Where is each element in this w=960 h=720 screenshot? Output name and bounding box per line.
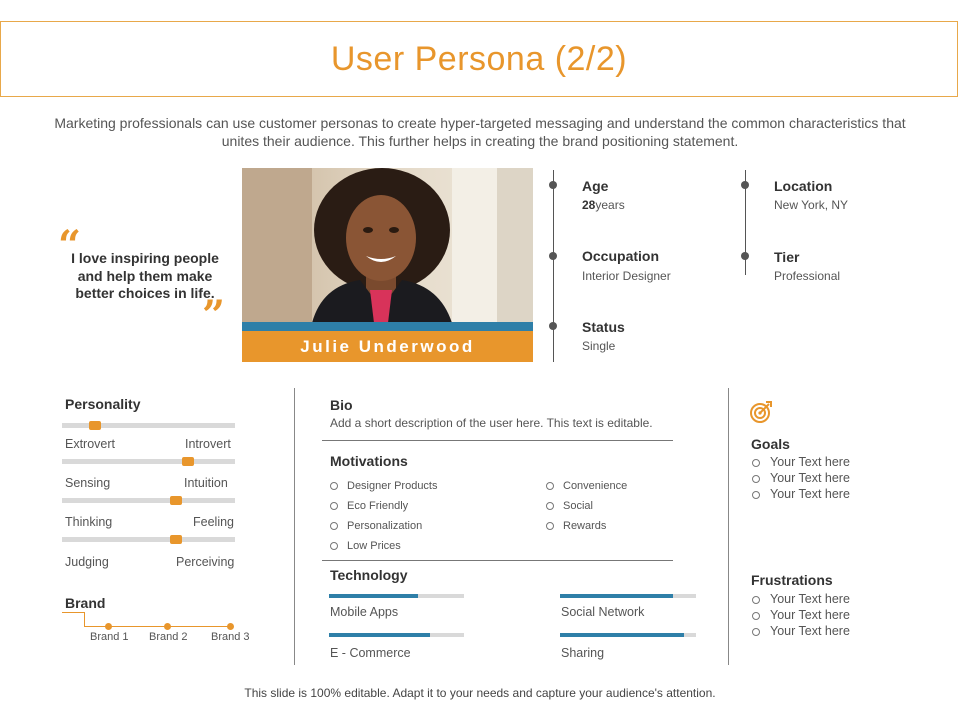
motivation-item: Convenience [546,480,627,492]
trait-slider-knob[interactable] [170,535,182,544]
tech-level-bar [329,633,430,637]
timeline-dot [549,181,557,189]
timeline-dot [741,252,749,260]
timeline-line-1 [553,170,554,362]
bio-text: Add a short description of the user here. This text is editable. [330,416,653,430]
timeline-dot [549,252,557,260]
tech-track [560,594,696,598]
age-value: 28years [582,198,625,212]
goal-item: Your Text here [752,455,850,469]
motivation-item: Rewards [546,520,606,532]
quote-close-icon: ” [202,292,226,339]
location-label: Location [774,178,833,194]
occupation-value: Interior Designer [582,269,671,283]
tech-label: Mobile Apps [330,605,399,619]
tech-level-bar [329,594,418,598]
brand-node [105,623,112,630]
technology-label: Technology [330,567,408,583]
motivations-label: Motivations [330,453,408,469]
trait-right-label: Intuition [184,476,228,490]
bio-label: Bio [330,397,353,413]
brand-underline [62,612,84,613]
brand-item: Brand 1 [90,631,129,643]
tech-track [560,633,696,637]
page-title: User Persona (2/2) [330,39,628,78]
quote-open-icon: “ [58,222,82,269]
trait-track [62,537,235,542]
column-divider [294,388,295,665]
trait-left-label: Thinking [65,515,113,529]
section-divider [322,560,673,561]
tech-label: Social Network [561,605,645,619]
tier-value: Professional [774,269,841,283]
brand-node [227,623,234,630]
timeline-dot [549,322,557,330]
trait-track [62,459,235,464]
tier-label: Tier [774,249,800,265]
target-icon [749,400,773,429]
age-label: Age [582,178,609,194]
goals-label: Goals [751,436,790,452]
brand-connector [84,612,85,626]
brand-item: Brand 2 [149,631,188,643]
section-divider [322,440,673,441]
brand-node [164,623,171,630]
tech-label: E - Commerce [330,646,411,660]
persona-name: Julie Underwood [300,336,475,356]
trait-track [62,423,235,428]
personality-label: Personality [65,396,141,412]
trait-slider-knob[interactable] [182,457,194,466]
trait-right-label: Feeling [193,515,234,529]
timeline-dot [741,181,749,189]
trait-left-label: Judging [65,555,109,569]
tech-track [329,633,464,637]
frustration-item: Your Text here [752,608,850,622]
frustrations-label: Frustrations [751,572,833,588]
trait-slider-knob[interactable] [89,421,101,430]
status-label: Status [582,319,625,335]
location-value: New York, NY [774,198,849,212]
motivation-item: Eco Friendly [330,500,408,512]
motivation-item: Low Prices [330,540,401,552]
trait-right-label: Introvert [185,437,231,451]
tech-track [329,594,464,598]
name-bar [242,331,533,362]
persona-photo [242,168,533,323]
column-divider [728,388,729,665]
footer-note: This slide is 100% editable. Adapt it to your needs and capture your audience's attention. [244,686,716,700]
tech-label: Sharing [561,646,605,660]
trait-slider-knob[interactable] [170,496,182,505]
frustration-item: Your Text here [752,624,850,638]
trait-right-label: Perceiving [176,555,235,569]
occupation-label: Occupation [582,248,660,264]
goal-item: Your Text here [752,471,850,485]
persona-quote: I love inspiring people and help them make better choices in life. [71,250,219,301]
status-value: Single [582,339,616,353]
motivation-item: Personalization [330,520,422,532]
motivation-item: Social [546,500,593,512]
tech-level-bar [560,633,684,637]
motivation-item: Designer Products [330,480,438,492]
subtitle: Marketing professionals can use customer personas to create hyper-targeted messaging and understand the common characteristics that unites their audience. This further helps in creating the brand positioning statement. [54,115,906,149]
goal-item: Your Text here [752,487,850,501]
trait-track [62,498,235,503]
title-box [0,21,958,97]
brand-item: Brand 3 [211,631,250,643]
trait-left-label: Sensing [65,476,111,490]
frustration-item: Your Text here [752,592,850,606]
tech-level-bar [560,594,673,598]
name-bar-accent [242,322,533,331]
brand-label: Brand [65,595,106,611]
trait-left-label: Extrovert [65,437,116,451]
